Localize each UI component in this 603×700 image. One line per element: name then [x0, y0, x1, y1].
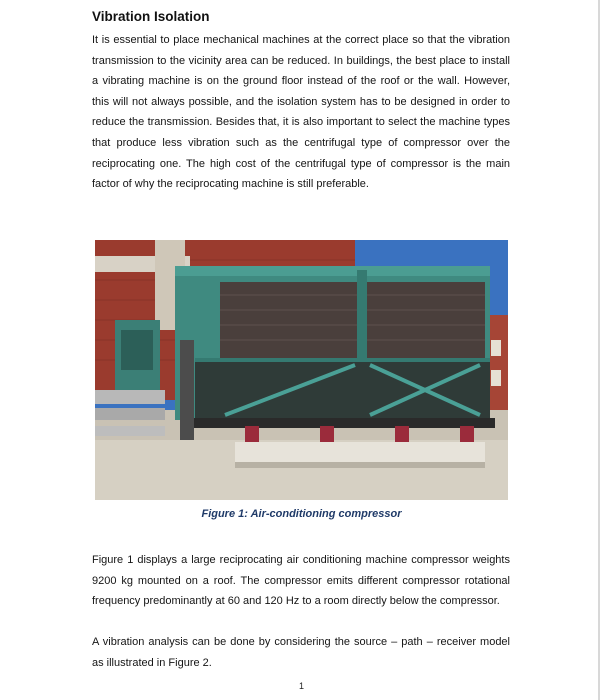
figure-description-paragraph: Figure 1 displays a large reciprocating air conditioning machine compressor weights 9200 kg mounted on a roof. The compressor emits different compressor rotational frequency predominantly at 60 and 120 Hz to a room directly below the compressor. — [92, 554, 510, 608]
analysis-paragraph: A vibration analysis can be done by considering the source – path – receiver model as illustrated in Figure 2. — [92, 636, 510, 669]
section-heading: Vibration Isolation — [92, 9, 210, 24]
compressor-photo — [95, 240, 508, 500]
intro-paragraph: It is essential to place mechanical machines at the correct place so that the vibration transmission to the vicinity area can be reduced. In buildings, the best place to install a vibrating machine is on the ground floor instead of the roof or the wall. However, this will not always possible, and the isolation system has to be designed in order to reduce the transmission. Besides that, it is also important to select the machine types that produce less vibration such as the centrifugal type of compressor over the reciprocating one. The high cost of the centrifugal type of compressor is the main factor of why the reciprocating machine is still preferable. — [92, 34, 510, 191]
figure-caption: Figure 1: Air-conditioning compressor — [201, 508, 402, 520]
page-number: 1 — [298, 681, 304, 691]
